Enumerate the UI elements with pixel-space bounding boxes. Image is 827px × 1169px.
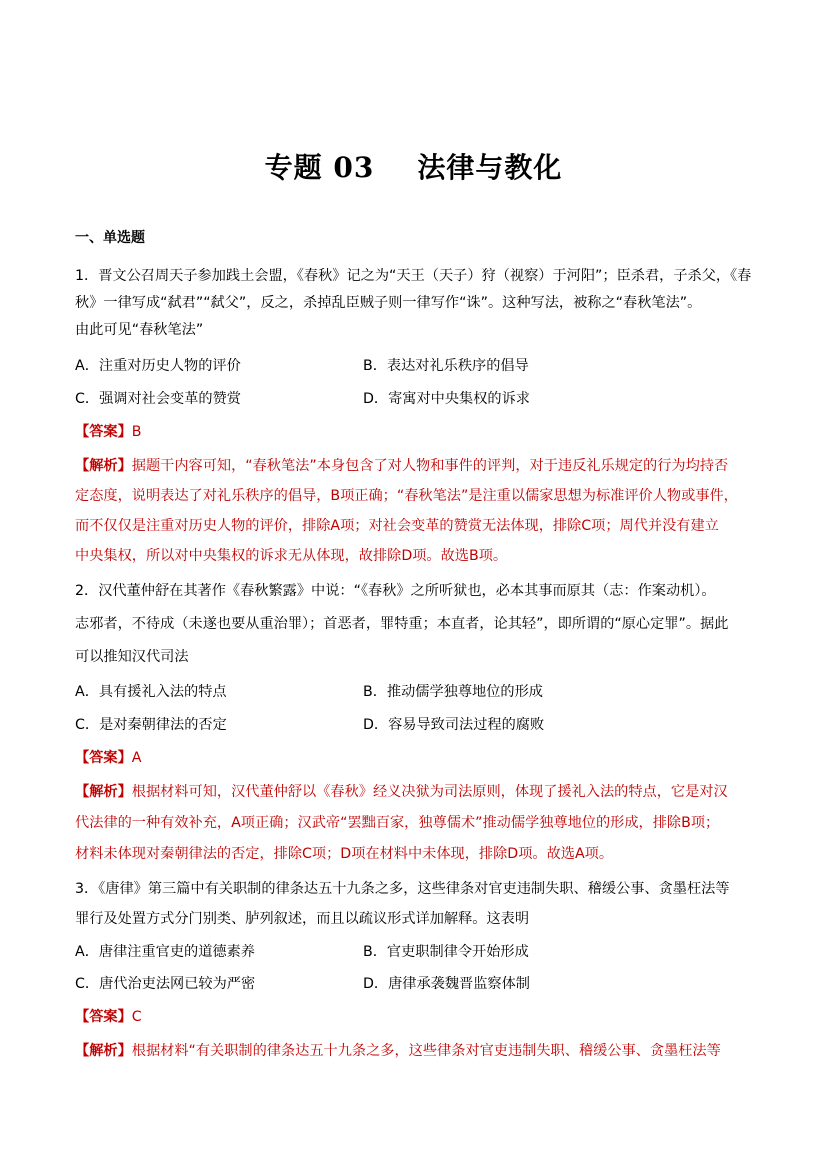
q1-analysis-line: 定态度，说明表达了对礼乐秩序的倡导，B项正确；“春秋笔法”是注重以儒家思想为标准评价人物或事件， (75, 488, 738, 504)
q2-answer-value: A (131, 750, 142, 766)
q3-stem-line: 罪行及处置方式分门别类、胪列叙述，而且以疏议形式详加解释。这表明 (75, 911, 530, 927)
q3-option-b: B．官吏职制律令开始形成 (363, 944, 529, 960)
analysis-tag: 【解析】 (75, 784, 132, 800)
q2-option-b: B．推动儒学独尊地位的形成 (363, 684, 543, 700)
q2-analysis-line: 【解析】根据材料可知，汉代董仲舒以《春秋》经义决狱为司法原则，体现了援礼入法的特点，它是对汉 (75, 784, 728, 800)
q3-option-c: C．唐代治吏法网已较为严密 (75, 976, 256, 992)
q2-analysis-line: 代法律的一种有效补充，A项正确；汉武帝“罢黜百家，独尊儒术”推动儒学独尊地位的形成，排除B项； (75, 815, 720, 831)
analysis-tag: 【解析】 (75, 1043, 132, 1059)
q3-answer (75, 1007, 755, 1027)
q1-stem-line: 由此可见“春秋笔法” (75, 322, 204, 338)
answer-tag: 【答案】 (75, 1009, 132, 1025)
q3-answer-value: C (131, 1009, 142, 1025)
page-title: 专题 03 法律与教化 (264, 151, 563, 184)
q2-stem-line: 可以推知汉代司法 (75, 649, 189, 665)
q1-option-c: C．强调对社会变革的赞赏 (75, 391, 241, 407)
q1-analysis-line: 【解析】据题干内容可知，“春秋笔法”本身包含了对人物和事件的评判，对于违反礼乐规定的行为均持否 (75, 458, 729, 474)
q3-stem-line: 3．《唐律》第三篇中有关职制的律条达五十九条之多，这些律条对官吏违制失职、稽缓公事、贪墨枉法等 (75, 881, 730, 897)
q1-option-b: B．表达对礼乐秩序的倡导 (363, 358, 529, 374)
q1-analysis-line: 而不仅仅是注重对历史人物的评价，排除A项；对社会变革的赞赏无法体现，排除C项；周代并没有建立 (75, 518, 719, 534)
section-heading: 一、单选题 (75, 230, 145, 246)
q3-option-a: A．唐律注重官吏的道德素养 (75, 944, 255, 960)
q1-answer-value: B (131, 424, 142, 440)
q1-answer (75, 422, 755, 442)
q2-option-a: A．具有援礼入法的特点 (75, 684, 227, 700)
q1-option-d: D．寄寓对中央集权的诉求 (363, 391, 530, 407)
q2-stem-line: 2．汉代董仲舒在其著作《春秋繁露》中说：“《春秋》之所听狱也，必本其事而原其（志：作案动机）。 (75, 583, 716, 599)
q1-option-a: A．注重对历史人物的评价 (75, 358, 241, 374)
analysis-tag: 【解析】 (75, 458, 132, 474)
q2-option-c: C．是对秦朝律法的否定 (75, 717, 227, 733)
q1-analysis-line: 中央集权，所以对中央集权的诉求无从体现，故排除D项。故选B项。 (75, 548, 508, 564)
q3-option-d: D．唐律承袭魏晋监察体制 (363, 976, 530, 992)
q1-stem-line: 秋》一律写成“弑君”“弑父”，反之，杀掉乱臣贼子则一律写作“诛”。这种写法，被称之“春秋笔法”。 (75, 295, 702, 311)
q2-analysis-line: 材料未体现对秦朝律法的否定，排除C项；D项在材料中未体现，排除D项。故选A项。 (75, 846, 614, 862)
q3-analysis-line: 【解析】根据材料“有关职制的律条达五十九条之多，这些律条对官吏违制失职、稽缓公事、贪墨枉法等 (75, 1043, 721, 1059)
q2-answer (75, 748, 755, 768)
q2-option-d: D．容易导致司法过程的腐败 (363, 717, 545, 733)
answer-tag: 【答案】 (75, 750, 132, 766)
q1-stem-line: 1．晋文公召周天子参加践土会盟，《春秋》记之为“天王（天子）狩（视察）于河阳”；臣杀君，子杀父，《春 (75, 268, 752, 284)
q2-stem-line: 志邪者，不待成（未遂也要从重治罪）；首恶者，罪特重；本直者，论其轻”，即所谓的“原心定罪”。据此 (75, 616, 729, 632)
answer-tag: 【答案】 (75, 424, 132, 440)
